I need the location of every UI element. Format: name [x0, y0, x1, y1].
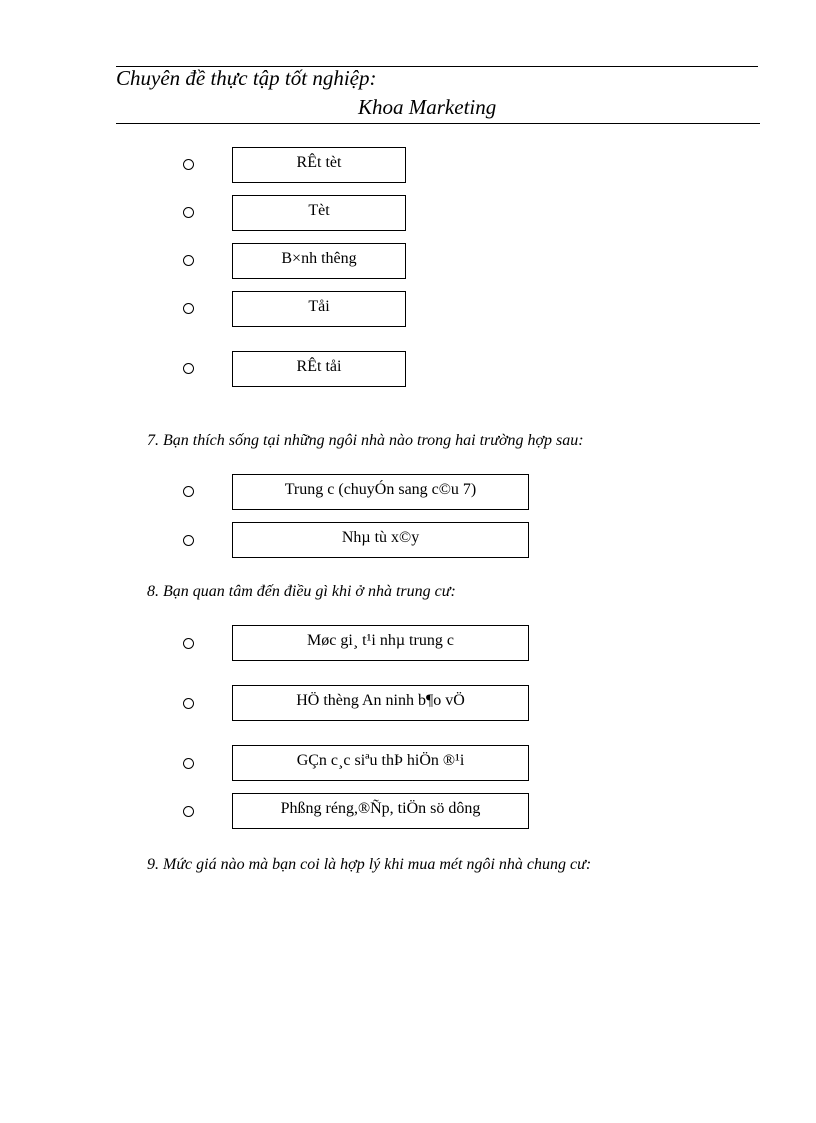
radio-button[interactable]	[183, 638, 194, 649]
option-spacious-rooms: Phßng réng,®Ñp, tiÖn sö dông	[232, 793, 529, 829]
header-bottom-rule	[116, 123, 760, 124]
radio-button[interactable]	[183, 363, 194, 374]
option-normal: B×nh thêng	[232, 243, 406, 279]
option-apartment: Trung c (chuyÓn sang c©u 7)	[232, 474, 529, 510]
department-name: Khoa Marketing	[358, 95, 497, 119]
radio-button[interactable]	[183, 806, 194, 817]
radio-button[interactable]	[183, 159, 194, 170]
option-price-level: Møc gi¸ t¹i nhµ trung c	[232, 625, 529, 661]
question-9-text: 9. Mức giá nào mà bạn coi là hợp lý khi mua mét ngôi nhà chung cư:	[147, 856, 592, 873]
document-title: Chuyên đề thực tập tốt nghiệp:	[116, 66, 377, 90]
radio-button[interactable]	[183, 255, 194, 266]
option-very-good: RÊt tèt	[232, 147, 406, 183]
option-good: Tèt	[232, 195, 406, 231]
radio-button[interactable]	[183, 486, 194, 497]
radio-button[interactable]	[183, 207, 194, 218]
option-security-system: HÖ thèng An ninh b¶o vÖ	[232, 685, 529, 721]
option-self-built-house: Nhµ tù x©y	[232, 522, 529, 558]
option-very-bad: RÊt tåi	[232, 351, 406, 387]
radio-button[interactable]	[183, 535, 194, 546]
question-7-text: 7. Bạn thích sống tại những ngôi nhà nào trong hai trường hợp sau:	[147, 432, 584, 449]
question-8-text: 8. Bạn quan tâm đến điều gì khi ở nhà trung cư:	[147, 583, 456, 600]
radio-button[interactable]	[183, 758, 194, 769]
radio-button[interactable]	[183, 303, 194, 314]
option-near-supermarkets: GÇn c¸c siªu thÞ hiÖn ®¹i	[232, 745, 529, 781]
option-bad: Tåi	[232, 291, 406, 327]
radio-button[interactable]	[183, 698, 194, 709]
